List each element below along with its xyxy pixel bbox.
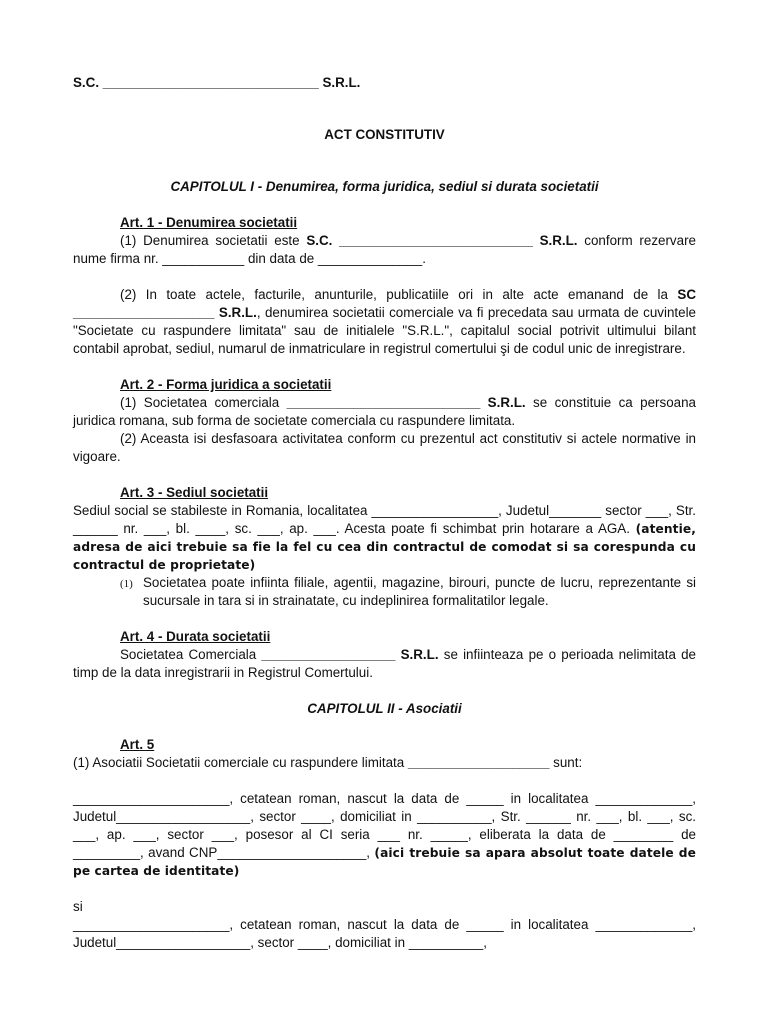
- art-1-p1-text: (1) Denumirea societatii este: [120, 233, 307, 248]
- art-3-heading: Art. 3 - Sediul societatii: [120, 485, 269, 500]
- art-2-p1-text: (1) Societatea comerciala: [120, 395, 287, 410]
- art-2-p1-rest: se constituie ca persoana juridica romana, sub forma de societate comerciala cu raspundere limitata.: [73, 395, 696, 428]
- art-1-p2-text: (2) In toate actele, facturile, anunturile, publicatiile ori in alte acte emanand de la: [120, 287, 678, 302]
- associate-1-warning-note: (aici trebuie sa apara absolut toate datele de pe cartea de identitate): [73, 846, 697, 878]
- art-4-paragraph-1: [73, 646, 696, 682]
- company-name-line: S.C. _____________________________ S.R.L.: [73, 75, 361, 90]
- art-1-p2-rest: , denumirea societatii comerciale va fi precedata sau urmata de cuvintele "Societate cu raspundere limitata" sau de initialele "S.R.L.", capitalul social potrivit ultimului bilant contabil aprobat, sediul, numarul de inmatriculare in registrul comertului şi de codul unic de inregistrare.: [73, 305, 696, 356]
- associate-2-details: _____________________, cetatean roman, nascut la data de _____ in localitatea _____________, Judetul__________________, sector ____, domiciliat in __________,: [73, 917, 696, 950]
- document-title: ACT CONSTITUTIV: [324, 127, 445, 142]
- art-2-paragraph-2: (2) Aceasta isi desfasoara activitatea conform cu prezentul act constitutiv si actele normative in vigoare.: [73, 431, 696, 464]
- art-1-p1-company: S.C. __________________________ S.R.L.: [306, 233, 578, 248]
- art-5-p1-text: (1) Asociatii Societatii comerciale cu raspundere limitata: [73, 755, 408, 770]
- art-3-paragraph-1: [73, 502, 696, 574]
- document-body: [73, 74, 696, 952]
- art-5-p1-company: ___________________: [407, 755, 550, 770]
- art-2-p1-company: __________________________ S.R.L.: [286, 395, 526, 410]
- conjunction-si: si: [73, 899, 83, 914]
- chapter-2-title: CAPITOLUL II - Asociatii: [307, 701, 462, 716]
- art-4-p1-rest: se infiinteaza pe o perioada nelimitata de timp de la data inregistrarii in Registrul Comertului.: [73, 647, 696, 680]
- art-5-p1-rest: sunt:: [549, 755, 583, 770]
- art-2-paragraph-1: [73, 394, 696, 430]
- art-1-p1-rest: conform rezervare nume firma nr. ___________ din data de ______________.: [73, 233, 696, 266]
- associate-1-text: _____________________, cetatean roman, nascut la data de _____ in localitatea _____________, Judetul__________________, sector ____, domiciliat in __________, Str. ______ nr. ___, bl. ___, sc. ___, ap. ___, sector ___, posesor al CI seria ___ nr. _____, eliberata la data de ________ de _________, avand CNP____________________,: [73, 791, 696, 860]
- art-5-paragraph-1: [73, 754, 696, 772]
- art-1-paragraph-2: [73, 286, 696, 358]
- art-4-p1-company: __________________ S.R.L.: [261, 647, 439, 662]
- art-3-item-number: (1): [120, 578, 133, 590]
- art-3-list-item: [73, 574, 696, 610]
- art-5-heading: Art. 5: [120, 737, 155, 752]
- art-1-paragraph-1: [73, 232, 696, 268]
- art-1-p2-company: SC ___________________ S.R.L.: [73, 287, 696, 320]
- art-3-item-text: Societatea poate infiinta filiale, agentii, magazine, birouri, puncte de lucru, reprezentante si sucursale in tara si in strainatate, cu indeplinirea formalitatilor legale.: [143, 575, 696, 608]
- chapter-1-title: CAPITOLUL I - Denumirea, forma juridica, sediul si durata societatii: [170, 179, 599, 194]
- art-2-heading: Art. 2 - Forma juridica a societatii: [120, 377, 332, 392]
- art-4-heading: Art. 4 - Durata societatii: [120, 629, 271, 644]
- art-3-p1-text: Sediul social se stabileste in Romania, localitatea _________________, Judetul_______ sector ___, Str. ______ nr. ___, bl. ____, sc. ___, ap. ___. Acesta poate fi schimbat prin hotarare a AGA.: [73, 503, 696, 536]
- art-1-heading: Art. 1 - Denumirea societatii: [120, 215, 298, 230]
- associate-1-details: [73, 790, 696, 880]
- art-4-p1-text: Societatea Comerciala: [120, 647, 262, 662]
- art-3-warning-note: (atentie, adresa de aici trebuie sa fie la fel cu cea din contractul de comodat si sa corespunda cu contractul de proprietate): [73, 522, 696, 572]
